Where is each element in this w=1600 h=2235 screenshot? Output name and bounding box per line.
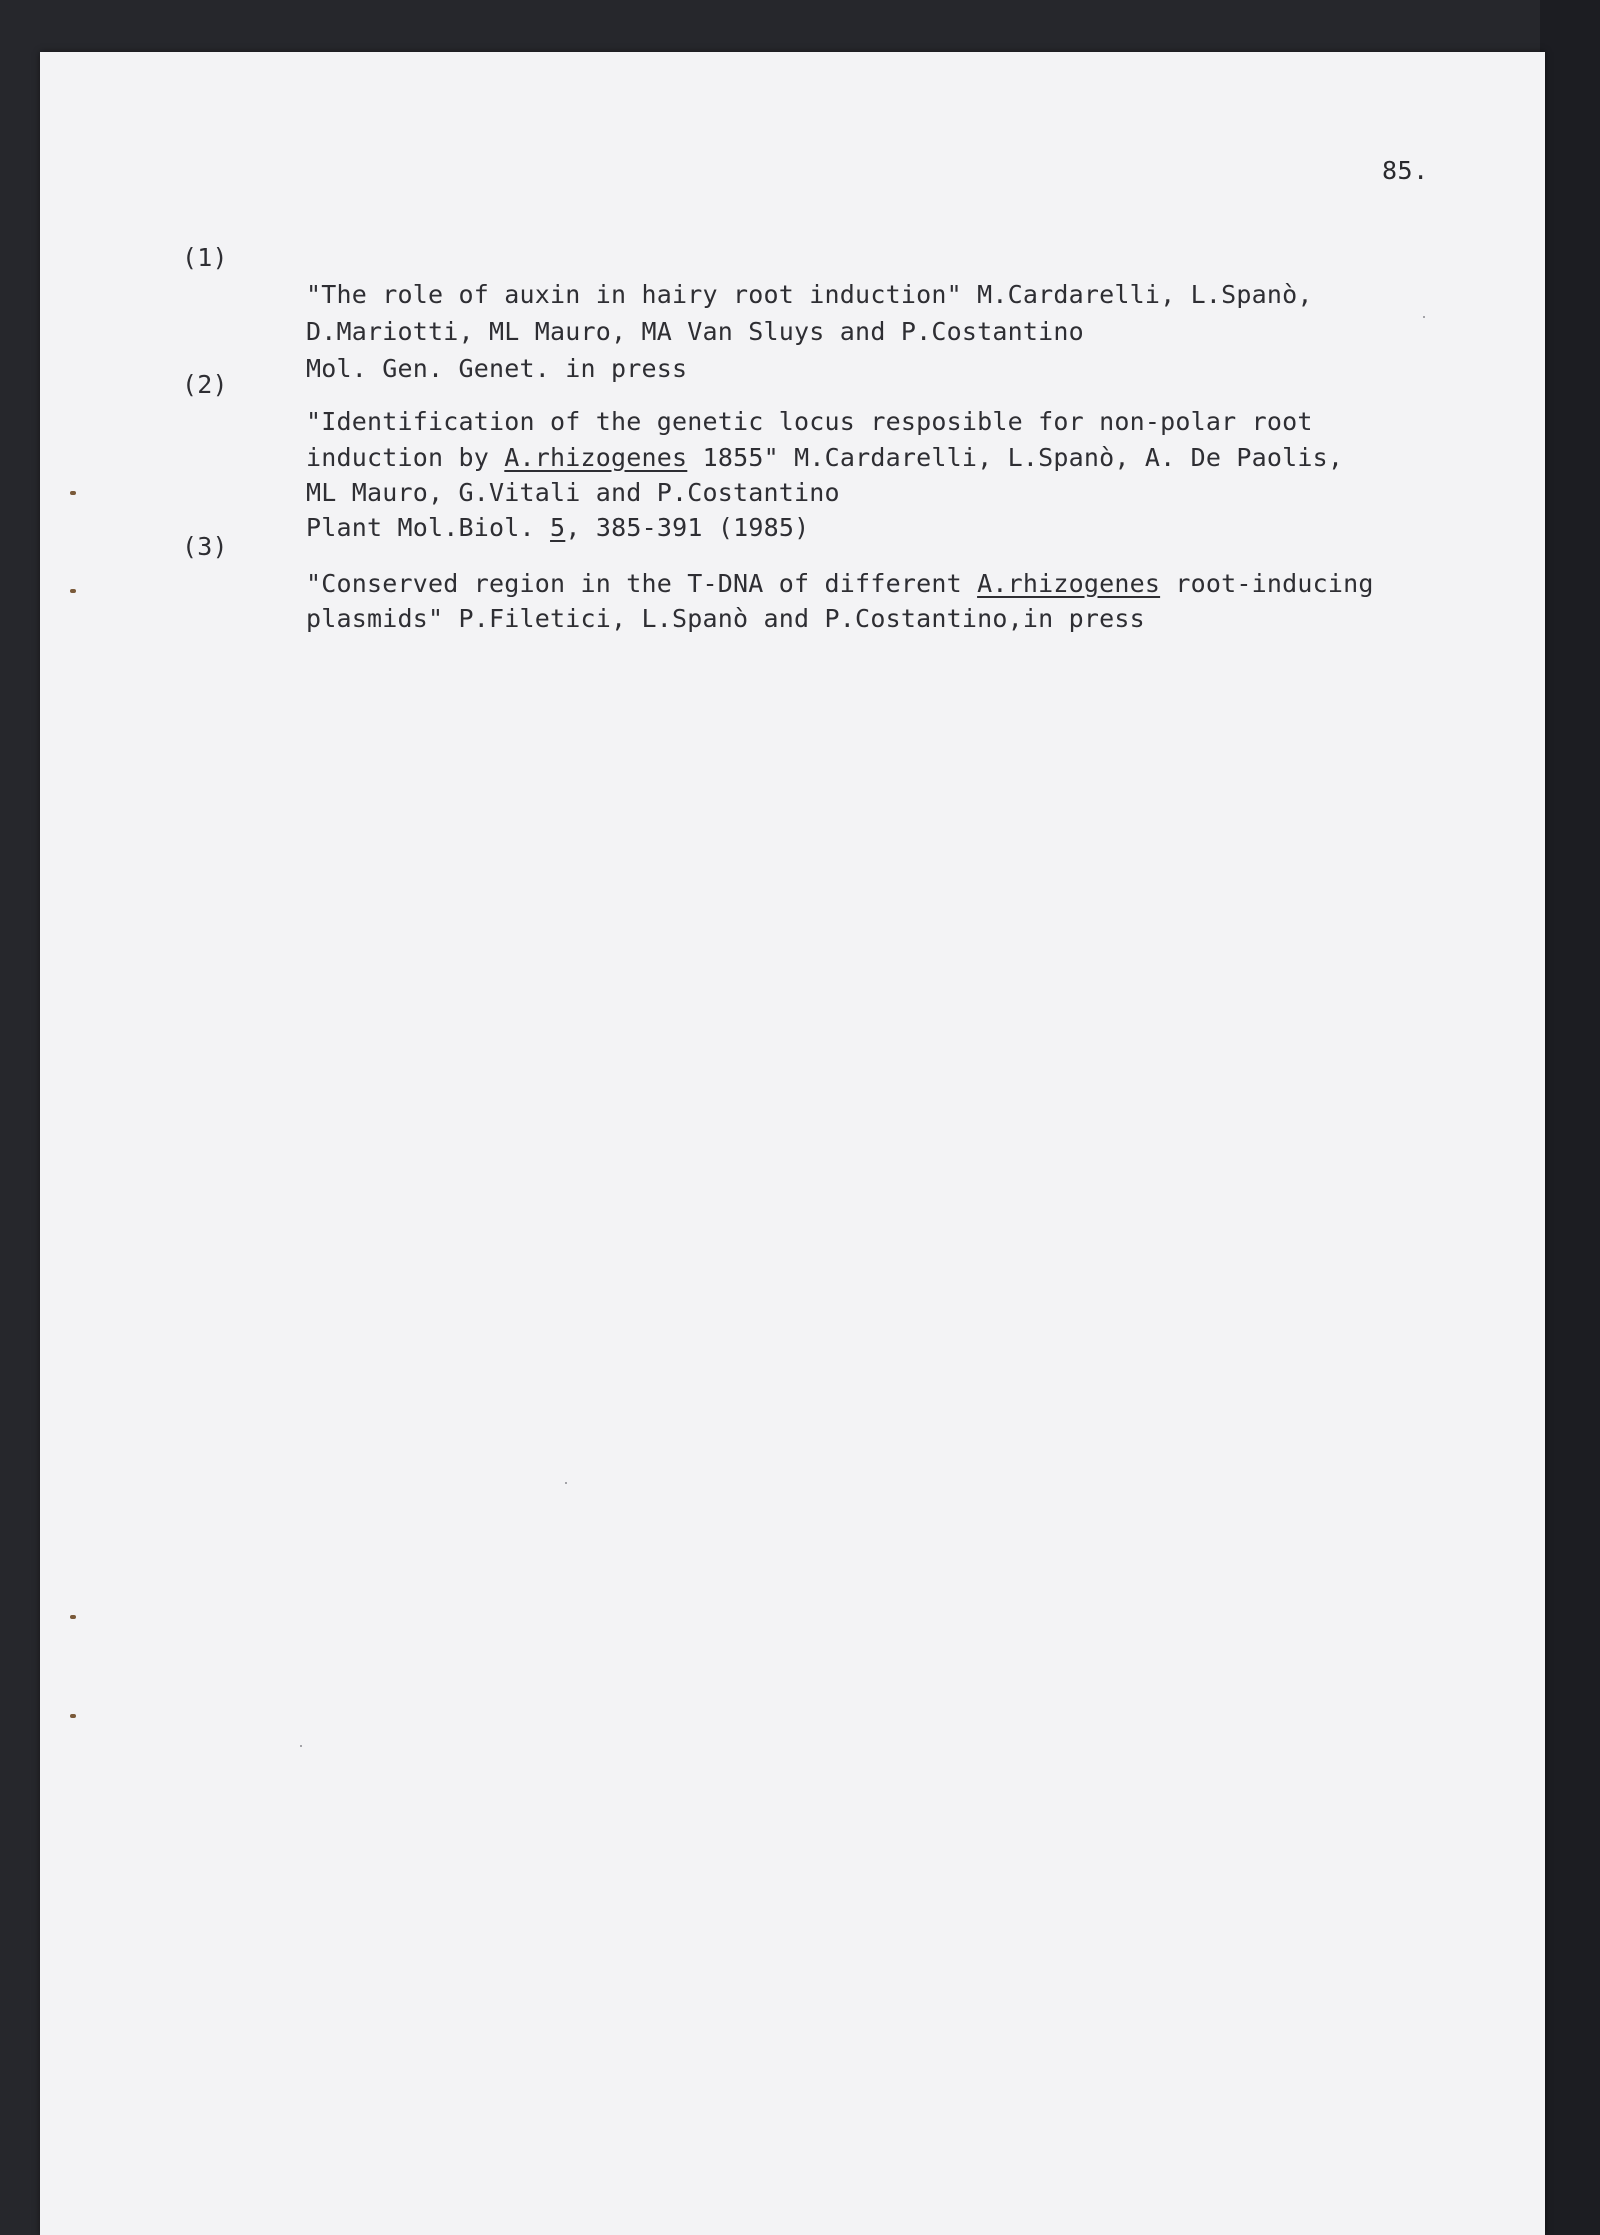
paper-speck [300, 1745, 302, 1747]
reference-text: "Conserved region in the T-DNA of different [306, 568, 978, 598]
binding-hole [70, 589, 76, 593]
reference-number: (3) [182, 532, 228, 561]
binding-hole [70, 1714, 76, 1718]
species-name: A.rhizogenes [504, 442, 688, 472]
reference-text: "The role of auxin in hairy root induction" M.Cardarelli, L.Spanò, [306, 279, 1313, 309]
reference-text: Mol. Gen. Genet. in press [306, 353, 688, 383]
volume-number: 5 [550, 512, 566, 542]
reference-text: Plant Mol.Biol. [306, 512, 551, 542]
backdrop [1540, 0, 1600, 2235]
reference-text: ML Mauro, G.Vitali and P.Costantino [306, 477, 840, 507]
reference-number: (2) [182, 370, 228, 399]
reference-text: D.Mariotti, ML Mauro, MA Van Sluys and P.Costantino [306, 316, 1084, 346]
species-name: A.rhizogenes [977, 568, 1161, 598]
paper-speck [565, 1482, 567, 1484]
reference-text: "Identification of the genetic locus resposible for non-polar root [306, 406, 1313, 436]
binding-hole [70, 491, 76, 495]
binding-hole [70, 1615, 76, 1619]
reference-text: induction by [306, 442, 505, 472]
page-number: 85. [1382, 156, 1429, 185]
paper-speck [1423, 316, 1425, 318]
reference-text: plasmids" P.Filetici, L.Spanò and P.Costantino,in press [306, 603, 1145, 633]
reference-number: (1) [182, 243, 228, 272]
reference-text: root-inducing [1160, 568, 1374, 598]
reference-line [245, 564, 1145, 674]
reference-text: , 385-391 (1985) [565, 512, 810, 542]
reference-text: 1855" M.Cardarelli, L.Spanò, A. De Paolis, [687, 442, 1344, 472]
